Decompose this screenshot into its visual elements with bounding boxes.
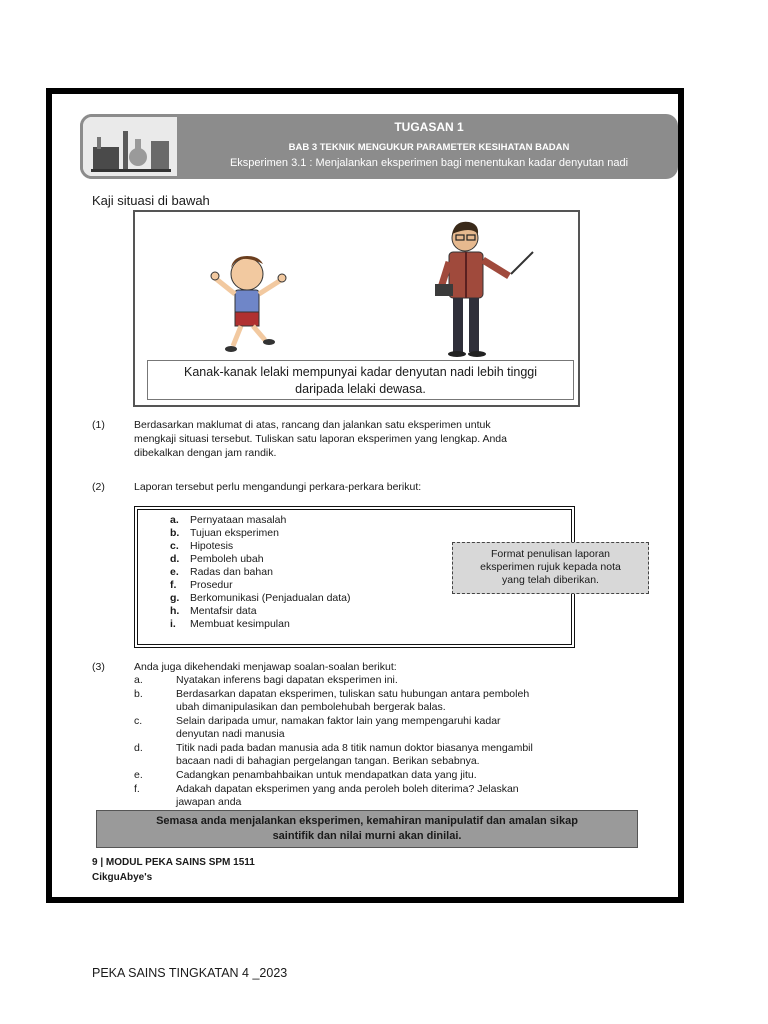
question-number: (2) (92, 481, 105, 493)
item-text: Berkomunikasi (Penjadualan data) (190, 592, 351, 604)
item-text: Membuat kesimpulan (190, 618, 290, 630)
list-item (170, 566, 273, 579)
sub-question-line: ubah dimanipulasikan dan pembolehubah bergerak balas. (176, 701, 446, 713)
sub-question-e (58, 769, 672, 782)
task-title: TUGASAN 1 (394, 120, 464, 134)
lab-equipment-image (80, 114, 180, 179)
sub-question-line: Selain daripada umur, namakan faktor lain yang mempengaruhi kadar (176, 715, 501, 727)
item-letter: a. (170, 514, 179, 526)
question-line: mengkaji situasi tersebut. Tuliskan satu laporan eksperimen yang lengkap. Anda (134, 433, 507, 445)
sub-question-letter: f. (134, 783, 140, 795)
item-text: Tujuan eksperimen (190, 527, 279, 539)
item-text: Prosedur (190, 579, 233, 591)
sub-question-line: denyutan nadi manusia (176, 728, 285, 740)
item-letter: c. (170, 540, 179, 552)
author-label: CikguAbye's (92, 872, 153, 883)
adult-man-illustration (435, 222, 533, 357)
sub-question-line: Berdasarkan dapatan eksperimen, tuliskan satu hubungan antara pemboleh (176, 688, 530, 700)
task-header (80, 114, 678, 179)
sub-question-line: Titik nadi pada badan manusia ada 8 titik namun doktor biasanya mengambil (176, 742, 533, 754)
sub-question-letter: e. (134, 769, 143, 781)
format-note (452, 542, 649, 594)
page-footer: PEKA SAINS TINGKATAN 4 _2023 (92, 966, 288, 980)
sub-question-text (176, 715, 606, 741)
experiment-title: Eksperimen 3.1 : Menjalankan eksperimen bagi menentukan kadar denyutan nadi (229, 157, 629, 169)
note-line: yang telah diberikan. (502, 574, 599, 586)
item-text: Pernyataan masalah (190, 514, 287, 526)
sub-question-text (176, 742, 606, 768)
list-item (170, 618, 290, 631)
item-text: Pemboleh ubah (190, 553, 264, 565)
item-letter: d. (170, 553, 180, 565)
list-item (170, 605, 257, 618)
sub-question-text (176, 688, 606, 714)
list-item (170, 553, 264, 566)
sub-question-line: Adakah dapatan eksperimen yang anda peroleh boleh diterima? Jelaskan (176, 783, 519, 795)
sub-question-letter: a. (134, 674, 143, 686)
sub-question-d (58, 742, 672, 768)
sub-question-letter: b. (134, 688, 143, 700)
question-line: dibekalkan dengan jam randik. (134, 447, 277, 459)
boy-illustration (211, 256, 286, 352)
list-item (170, 527, 279, 540)
sub-question-text (176, 783, 606, 809)
note-line: Format penulisan laporan (490, 548, 611, 560)
list-item (170, 514, 286, 527)
list-item (170, 540, 233, 553)
question-text: Laporan tersebut perlu mengandungi perkara-perkara berikut: (134, 481, 422, 493)
sub-question-line: bacaan nadi di bahagian pergelangan tangan. Berikan sebabnya. (176, 755, 480, 767)
assessment-line: Semasa anda menjalankan eksperimen, kemahiran manipulatif dan amalan sikap (156, 815, 578, 827)
question-text (134, 418, 584, 460)
assessment-note (96, 810, 638, 848)
sub-question-letter: d. (134, 742, 143, 754)
question-line: Berdasarkan maklumat di atas, rancang dan jalankan satu eksperimen untuk (134, 419, 491, 431)
item-text: Mentafsir data (190, 605, 257, 617)
item-letter: i. (170, 618, 176, 630)
scenario-caption (147, 360, 574, 400)
note-line: eksperimen rujuk kepada nota (480, 561, 621, 573)
sub-question-line: jawapan anda (176, 796, 242, 808)
sub-question-b (58, 688, 672, 714)
caption-line-2: daripada lelaki dewasa. (295, 382, 426, 396)
list-item (170, 579, 233, 592)
item-letter: f. (170, 579, 177, 591)
item-letter: b. (170, 527, 180, 539)
module-label: 9 | MODUL PEKA SAINS SPM 1511 (92, 857, 255, 868)
sub-question-f (58, 783, 672, 809)
caption-line-1: Kanak-kanak lelaki mempunyai kadar denyutan nadi lebih tinggi (184, 365, 537, 379)
item-text: Radas dan bahan (190, 566, 273, 578)
item-letter: g. (170, 592, 180, 604)
item-letter: e. (170, 566, 179, 578)
sub-question-a (58, 674, 672, 687)
sub-question-text: Cadangkan penambahbaikan untuk mendapatkan data yang jitu. (176, 769, 477, 781)
item-text: Hipotesis (190, 540, 234, 552)
sub-question-letter: c. (134, 715, 143, 727)
question-number: (1) (92, 419, 105, 431)
sub-question-c (58, 715, 672, 741)
item-letter: h. (170, 605, 180, 617)
chapter-title: BAB 3 TEKNIK MENGUKUR PARAMETER KESIHATAN BADAN (288, 142, 570, 153)
list-item (170, 592, 351, 605)
worksheet-frame (46, 88, 684, 903)
sub-question-text: Nyatakan inferens bagi dapatan eksperimen ini. (176, 674, 398, 686)
question-number: (3) (92, 661, 105, 673)
scenario-illustration (133, 210, 580, 407)
intro-text: Kaji situasi di bawah (92, 193, 210, 208)
question-text: Anda juga dikehendaki menjawap soalan-soalan berikut: (134, 661, 397, 673)
assessment-line: saintifik dan nilai murni akan dinilai. (272, 830, 462, 842)
